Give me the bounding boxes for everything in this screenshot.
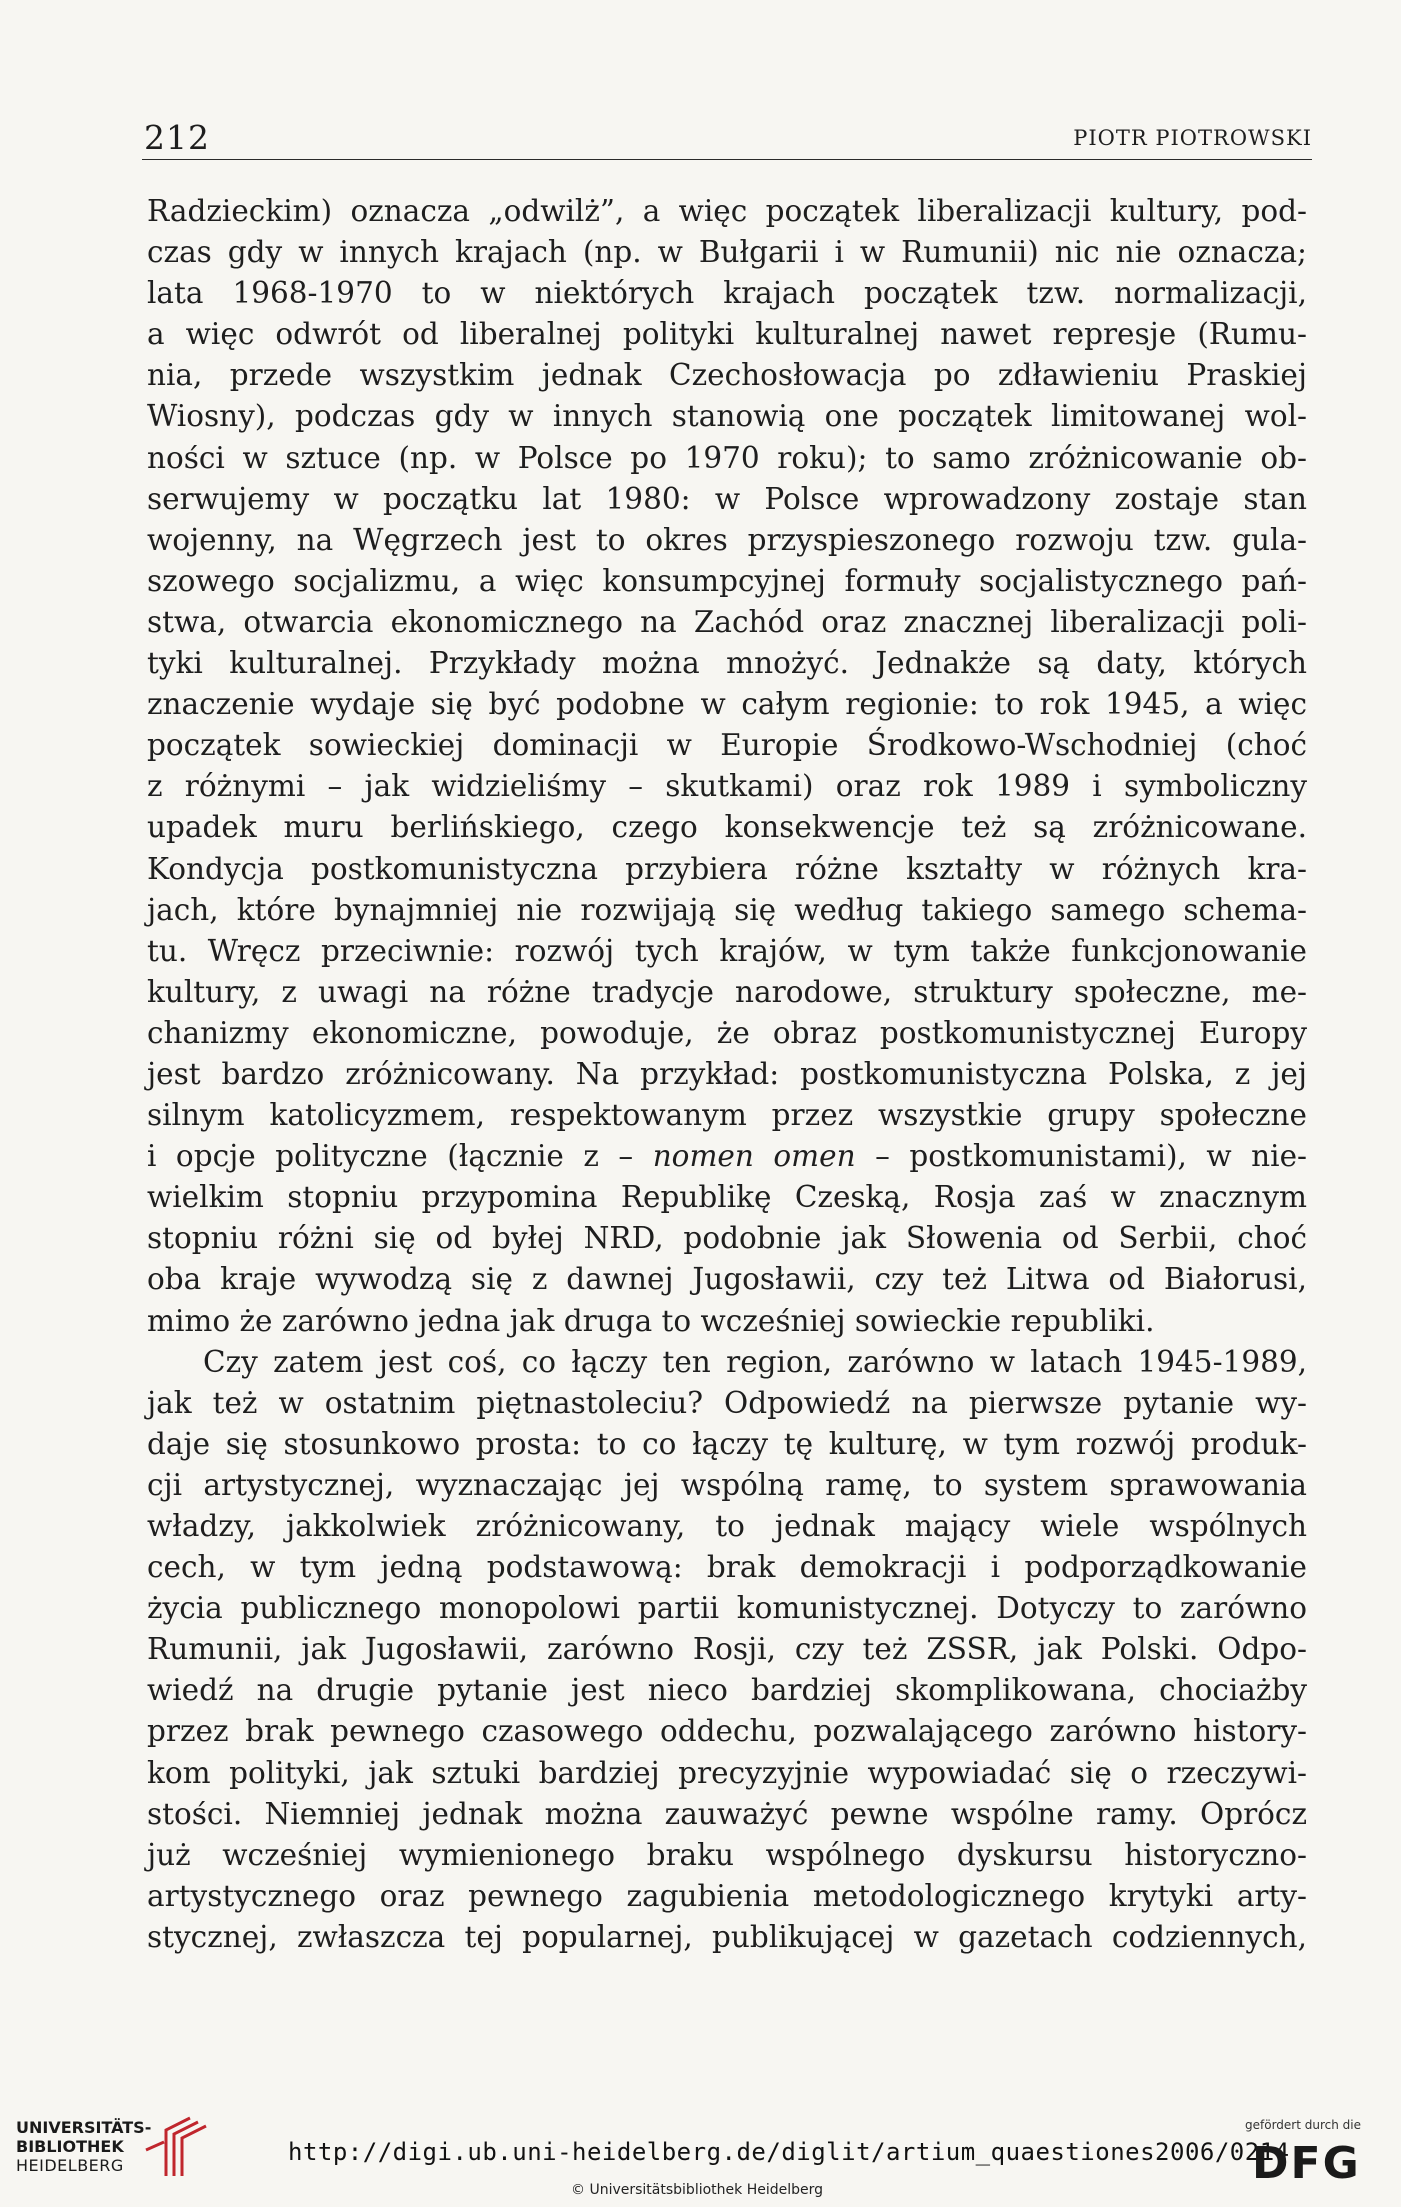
body-text [147,191,1307,1958]
permalink-url[interactable]: http://digi.ub.uni-heidelberg.de/diglit/artium_quaestiones2006/0214 [288,2138,1290,2166]
text-line: chanizmy ekonomiczne, powoduje, że obraz postkomunistycznej Europy [147,1015,1307,1050]
text-line: nia, przede wszystkim jednak Czechosłowacja po zdławieniu Praskiej [147,358,1307,393]
text-line: cji artystycznej, wyznaczając jej wspólną ramę, to system sprawowania [147,1467,1307,1502]
text-segment: i opcje polityczne (łącznie z – [147,1139,653,1174]
text-line: a więc odwrót od liberalnej polityki kulturalnej nawet represje (Rumu- [147,317,1307,352]
text-line: władzy, jakkolwiek zróżnicowany, to jednak mający wiele wspólnych [147,1509,1307,1543]
text-line: silnym katolicyzmem, respektowanym przez wszystkie grupy społeczne [147,1098,1307,1133]
text-line: znaczenie wydaje się być podobne w całym regionie: to rok 1945, a więc [147,687,1307,722]
text-line: jak też w ostatnim piętnastoleciu? Odpowiedź na pierwsze pytanie wy- [147,1385,1307,1420]
text-line: kultury, z uwagi na różne tradycje narodowe, struktury społeczne, me- [147,974,1307,1009]
text-line: Rumunii, jak Jugosławii, zarówno Rosji, czy też ZSSR, jak Polski. Odpo- [147,1632,1307,1667]
text-line: z różnymi – jak widzieliśmy – skutkami) oraz rok 1989 i symboliczny [147,769,1307,804]
text-line [147,1136,1307,1177]
text-line: stwa, otwarcia ekonomicznego na Zachód oraz znacznej liberalizacji poli- [147,604,1307,639]
italic-phrase: nomen omen [652,1139,856,1174]
text-line: przez brak pewnego czasowego oddechu, pozwalającego zarówno history- [147,1714,1307,1749]
text-line: mimo że zarówno jedna jak druga to wcześniej sowieckie republiki. [147,1303,1155,1338]
running-head-author: PIOTR PIOTROWSKI [1073,126,1312,150]
text-line: stycznej, zwłaszcza tej popularnej, publikującej w gazetach codziennych, [147,1919,1307,1954]
text-line: początek sowieckiej dominacji w Europie Środkowo-Wschodniej (choć [147,728,1307,763]
header-rule [142,159,1312,160]
dfg-logo-text: DFG [1252,2138,1361,2184]
text-line: tu. Wręcz przeciwnie: rozwój tych krajów, w tym także funkcjonowanie [147,933,1307,968]
text-line: wiedź na drugie pytanie jest nieco bardziej skomplikowana, chociażby [147,1673,1307,1708]
library-name-line-2: BIBLIOTHEK [16,2137,124,2156]
text-line: cech, w tym jedną podstawową: brak demokracji i podporządkowanie [147,1550,1307,1585]
text-line: oba kraje wywodzą się z dawnej Jugosławii, czy też Litwa od Białorusi, [147,1262,1307,1297]
text-line: Wiosny), podczas gdy w innych stanowią one początek limitowanej wol- [147,399,1307,434]
library-name-line-3: HEIDELBERG [16,2156,124,2175]
text-line: stopniu różni się od byłej NRD, podobnie jak Słowenia od Serbii, choć [147,1221,1307,1256]
text-line: upadek muru berlińskiego, czego konsekwencje też są zróżnicowane. [147,810,1307,845]
dfg-logo-icon [1250,2138,1380,2184]
page-header [142,112,1312,160]
text-line: artystycznego oraz pewnego zagubienia metodologicznego krytyki arty- [147,1878,1307,1913]
funded-by-label: gefördert durch die [1245,2118,1361,2132]
text-line: stości. Niemniej jednak można zauważyć pewne wspólne ramy. Oprócz [147,1796,1307,1831]
text-line: Czy zatem jest coś, co łączy ten region, zarówno w latach 1945-1989, [203,1344,1307,1379]
copyright-notice: © Universitätsbibliothek Heidelberg [571,2182,824,2198]
text-line: kom polityki, jak sztuki bardziej precyzyjnie wypowiadać się o rzeczywi- [147,1755,1307,1790]
page-number: 212 [144,118,210,157]
text-line: Radzieckim) oznacza „odwilż”, a więc początek liberalizacji kultury, pod- [147,194,1307,228]
digitization-footer [0,2100,1401,2207]
library-name-line-1: UNIVERSITÄTS- [16,2118,152,2137]
text-line: już wcześniej wymienionego braku wspólnego dyskursu historyczno- [147,1837,1307,1872]
text-line: jach, które bynajmniej nie rozwijają się według takiego samego schema- [147,892,1307,927]
text-line: Kondycja postkomunistyczna przybiera różne kształty w różnych kra- [147,851,1307,886]
text-line: tyki kulturalnej. Przykłady można mnożyć. Jednakże są daty, których [147,646,1307,681]
text-line: szowego socjalizmu, a więc konsumpcyjnej formuły socjalistycznego pań- [147,563,1307,598]
text-segment: – postkomunistami), w nie- [855,1139,1307,1174]
text-line: ności w sztuce (np. w Polsce po 1970 roku); to samo zróżnicowanie ob- [147,440,1307,475]
text-line: życia publicznego monopolowi partii komunistycznej. Dotyczy to zarówno [147,1591,1307,1626]
text-line: daje się stosunkowo prosta: to co łączy tę kulturę, w tym rozwój produk- [147,1426,1307,1461]
text-line: serwujemy w początku lat 1980: w Polsce wprowadzony zostaje stan [147,481,1307,516]
text-line: lata 1968-1970 to w niektórych krajach początek tzw. normalizacji, [147,276,1307,311]
text-line: wojenny, na Węgrzech jest to okres przyspieszonego rozwoju tzw. gula- [147,522,1307,557]
text-line: czas gdy w innych krajach (np. w Bułgarii i w Rumunii) nic nie oznacza; [147,235,1307,270]
library-emblem-icon [144,2116,208,2178]
text-line: wielkim stopniu przypomina Republikę Czeską, Rosja zaś w znacznym [147,1180,1307,1215]
text-line: jest bardzo zróżnicowany. Na przykład: postkomunistyczna Polska, z jej [147,1056,1307,1091]
university-library-logo [16,2116,226,2192]
